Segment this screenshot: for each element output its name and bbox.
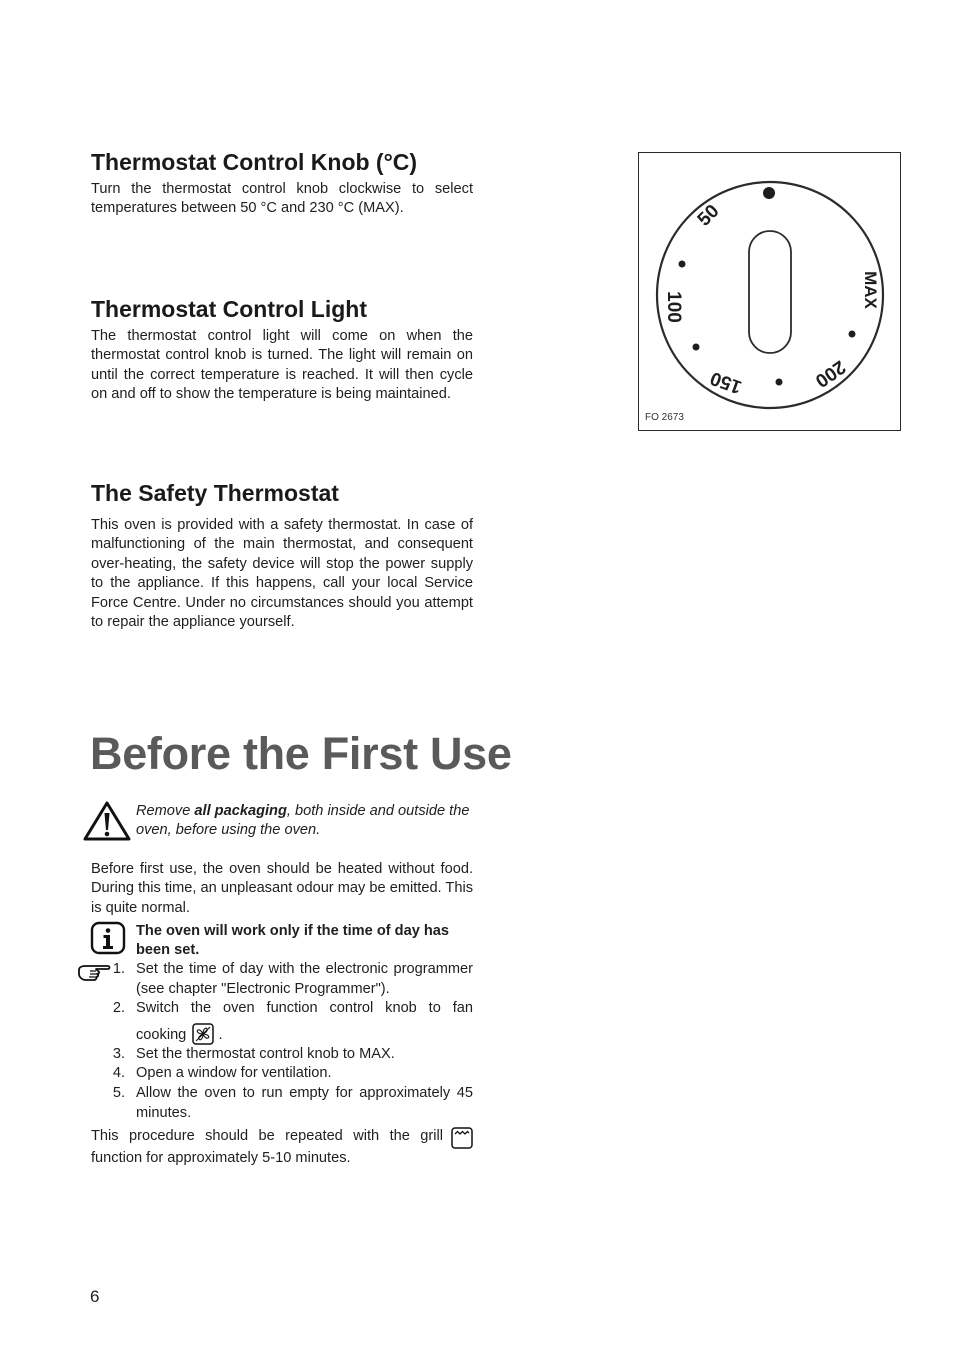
step-text: Allow the oven to run empty for approximately 45 minutes. <box>136 1085 473 1121</box>
label-200: 200 <box>811 355 850 392</box>
warning-text: Remove all packaging, both inside and outside the oven, before using the oven. <box>136 803 470 839</box>
step-text: Set the thermostat control knob to MAX. <box>136 1046 395 1062</box>
list-item <box>91 999 473 1047</box>
label-100: 100 <box>663 291 684 323</box>
section-body-safety: This oven is provided with a safety thermostat. In case of malfunctioning of the main thermostat, and consequent over-heating, the safety device will stop the power supply to the appliance. If this happens, call your local Service Force Centre. Under no circumstances should you attempt to repair the appliance yourself. <box>91 517 473 631</box>
step-text: Switch the oven function control knob to fan <box>136 1000 473 1016</box>
step-number: 1. <box>112 961 125 977</box>
intro-text: Before first use, the oven should be heated without food. During this time, an unpleasant odour may be emitted. This is quite normal. <box>91 861 473 916</box>
list-item <box>91 960 473 1000</box>
label-150: 150 <box>707 366 745 398</box>
section-title-safety: The Safety Thermostat <box>91 480 339 506</box>
step-text: Open a window for ventilation. <box>136 1065 332 1081</box>
thermostat-knob-figure <box>638 152 901 431</box>
page-number: 6 <box>90 1287 100 1306</box>
step-number: 2. <box>112 1000 125 1016</box>
page-heading: Before the First Use <box>90 728 512 779</box>
section-title-knob: Thermostat Control Knob (°C) <box>91 149 418 175</box>
step-text-cont: cooking . <box>136 1023 223 1046</box>
step-number: 3. <box>112 1046 125 1062</box>
figure-code: FO 2673 <box>645 412 684 423</box>
section-body-light: The thermostat control light will come on when the thermostat control knob is turned. The light will remain on until the correct temperature is reached. It will then cycle on and off to show the temperature is being maintained. <box>91 328 473 403</box>
grill-icon <box>451 1127 473 1149</box>
step-number: 4. <box>112 1065 125 1081</box>
fan-cooking-icon <box>192 1023 214 1045</box>
knob-dial-icon <box>639 153 900 430</box>
step-number: 5. <box>112 1085 125 1101</box>
label-max: MAX <box>861 271 880 309</box>
closing-text: This procedure should be repeated with the grill function for approximately 5-10 minutes. <box>91 1127 473 1168</box>
section-title-light: Thermostat Control Light <box>91 296 367 322</box>
info-text: The oven will work only if the time of day has been set. <box>136 923 450 959</box>
step-text: Set the time of day with the electronic programmer (see chapter "Electronic Programmer"). <box>136 961 473 997</box>
info-icon <box>90 921 126 955</box>
label-50: 50 <box>693 200 724 231</box>
warning-icon <box>82 800 132 842</box>
section-body-knob: Turn the thermostat control knob clockwise to select temperatures between 50 °C and 230 °C (MAX). <box>91 181 473 217</box>
